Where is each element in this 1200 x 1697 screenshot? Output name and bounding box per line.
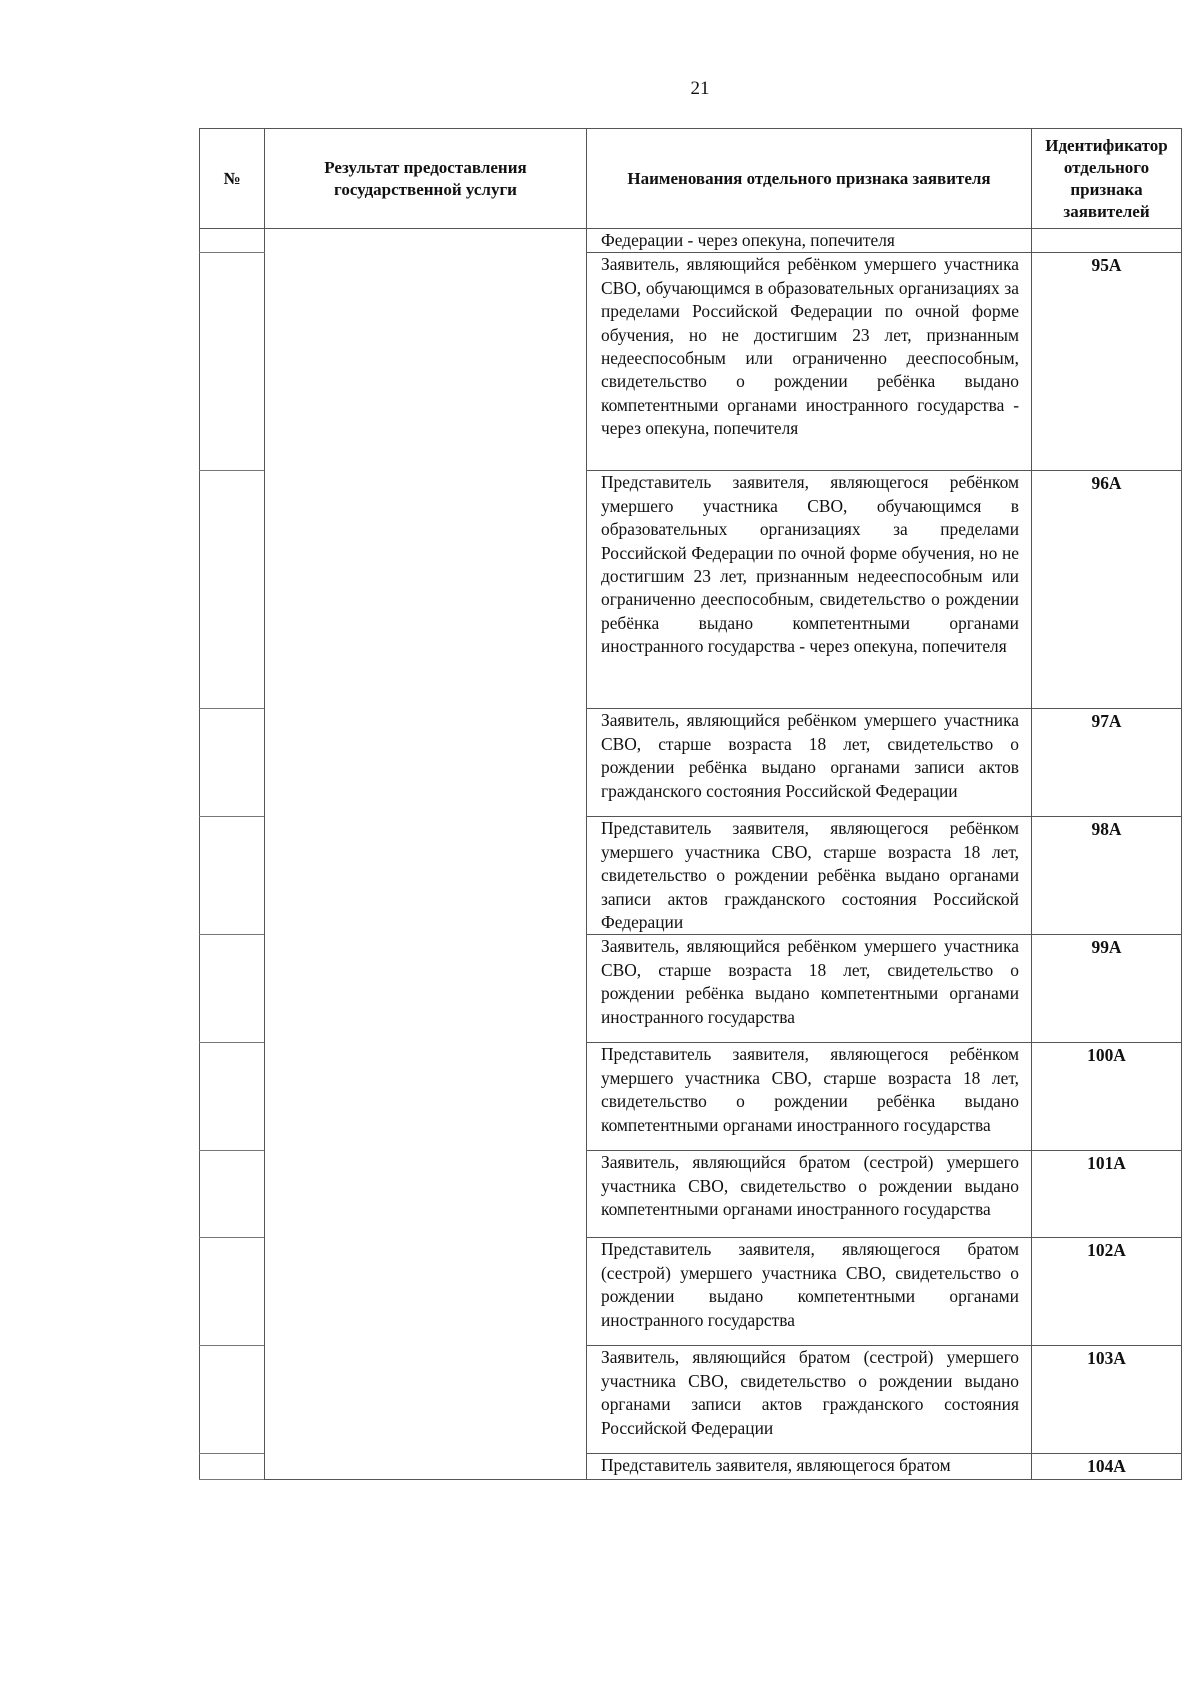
attribute-identifier-cell: 96А [1032,471,1182,709]
table-body [200,229,1182,1480]
row-number-cell [200,1151,265,1238]
row-number-cell [200,229,265,253]
row-number-cell [200,1454,265,1480]
table-row [200,229,1182,253]
row-number-cell [200,709,265,817]
attribute-name-cell: Представитель заявителя, являющегося ребёнком умершего участника СВО, старше возраста 18 лет, свидетельство о рождении ребёнка выдано органами записи актов гражданского состояния Российской Федерации [587,817,1032,935]
row-number-cell [200,471,265,709]
table-header-row [200,129,1182,229]
row-number-cell [200,1346,265,1454]
page-number: 21 [690,78,710,99]
attribute-name-cell: Представитель заявителя, являющегося братом [587,1454,1032,1480]
row-number-cell [200,253,265,471]
row-number-cell [200,817,265,935]
attribute-name-cell: Заявитель, являющийся ребёнком умершего участника СВО, обучающимся в образовательных организациях за пределами Российской Федерации по очной форме обучения, но не достигшим 23 лет, признанным недееспособным или ограниченно дееспособным, свидетельство о рождении ребёнка выдано компетентными органами иностранного государства - через опекуна, попечителя [587,253,1032,471]
attribute-identifier-cell: 99А [1032,935,1182,1043]
attribute-name-cell: Заявитель, являющийся братом (сестрой) умершего участника СВО, свидетельство о рождении выдано органами записи актов гражданского состояния Российской Федерации [587,1346,1032,1454]
attribute-identifier-cell: 103А [1032,1346,1182,1454]
attribute-name-cell: Представитель заявителя, являющегося ребёнком умершего участника СВО, обучающимся в образовательных организациях за пределами Российской Федерации по очной форме обучения, но не достигшим 23 лет, признанным недееспособным или ограниченно дееспособным, свидетельство о рождении ребёнка выдано компетентными органами иностранного государства - через опекуна, попечителя [587,471,1032,709]
attribute-identifier-cell: 104А [1032,1454,1182,1480]
header-identifier: Идентификатор отдельного признака заявителей [1032,129,1182,229]
attribute-name-cell: Заявитель, являющийся ребёнком умершего участника СВО, старше возраста 18 лет, свидетельство о рождении ребёнка выдано органами записи актов гражданского состояния Российской Федерации [587,709,1032,817]
header-number: № [200,129,265,229]
row-number-cell [200,935,265,1043]
attribute-identifier-cell: 97А [1032,709,1182,817]
result-cell [265,229,587,1480]
row-number-cell [200,1043,265,1151]
attribute-identifier-cell: 95А [1032,253,1182,471]
header-result: Результат предоставления государственной услуги [265,129,587,229]
attribute-identifier-cell: 102А [1032,1238,1182,1346]
applicant-attributes-table [199,128,1182,1480]
attribute-name-cell: Федерации - через опекуна, попечителя [587,229,1032,253]
attribute-identifier-cell: 100А [1032,1043,1182,1151]
row-number-cell [200,1238,265,1346]
attribute-name-cell: Представитель заявителя, являющегося ребёнком умершего участника СВО, старше возраста 18 лет, свидетельство о рождении ребёнка выдано компетентными органами иностранного государства [587,1043,1032,1151]
attribute-name-cell: Представитель заявителя, являющегося братом (сестрой) умершего участника СВО, свидетельство о рождении выдано компетентными органами иностранного государства [587,1238,1032,1346]
attribute-identifier-cell: 98А [1032,817,1182,935]
attribute-name-cell: Заявитель, являющийся братом (сестрой) умершего участника СВО, свидетельство о рождении выдано компетентными органами иностранного государства [587,1151,1032,1238]
header-name: Наименования отдельного признака заявителя [587,129,1032,229]
attribute-name-cell: Заявитель, являющийся ребёнком умершего участника СВО, старше возраста 18 лет, свидетельство о рождении ребёнка выдано компетентными органами иностранного государства [587,935,1032,1043]
attribute-identifier-cell: 101А [1032,1151,1182,1238]
attribute-identifier-cell [1032,229,1182,253]
